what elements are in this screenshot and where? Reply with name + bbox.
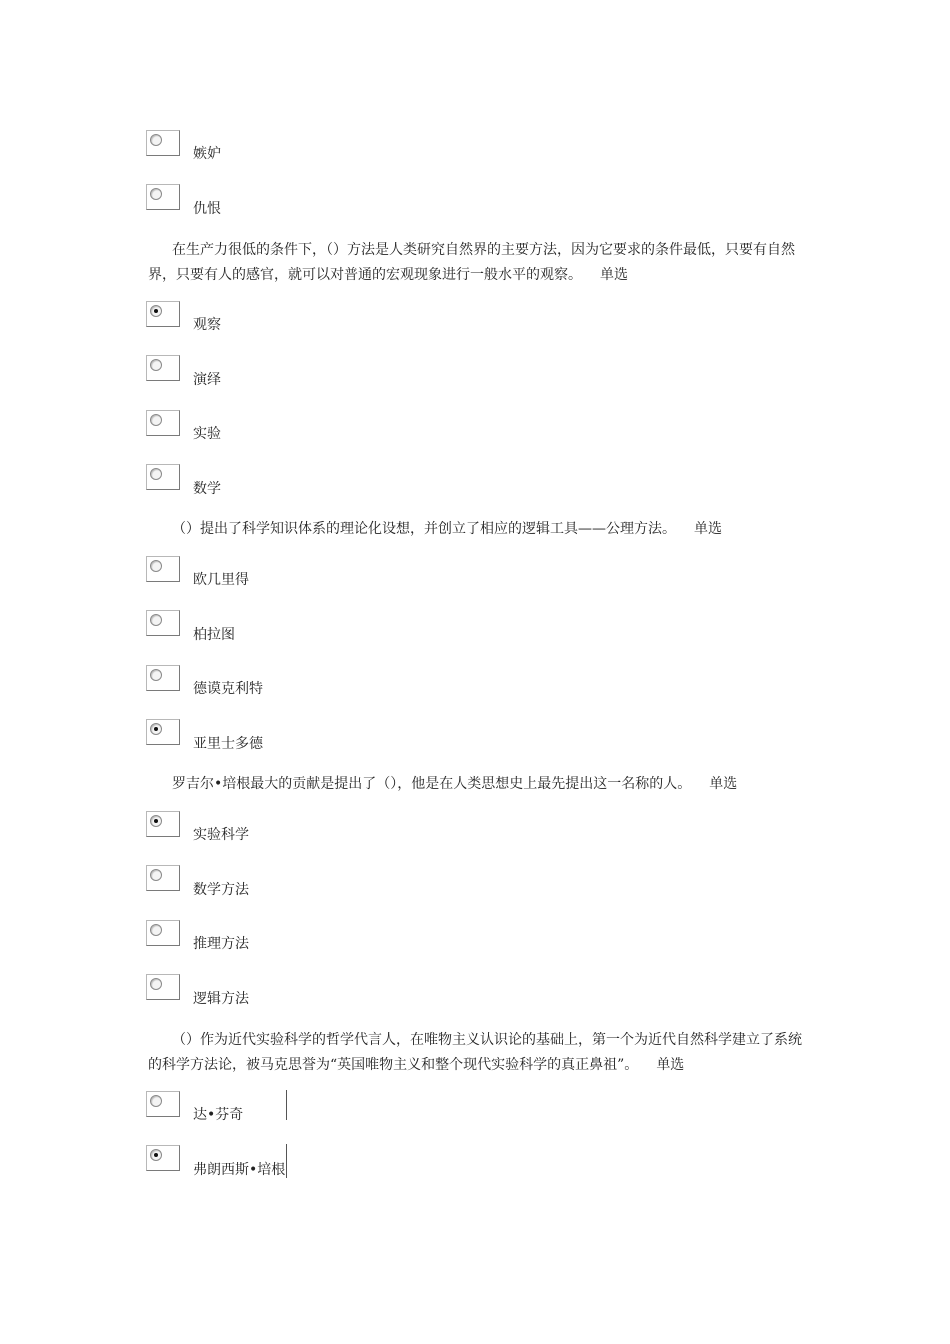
table-cell-border <box>286 1090 287 1120</box>
option-label: 数学方法 <box>193 882 249 898</box>
table-cell-border <box>286 1144 287 1178</box>
radio-button[interactable] <box>150 560 162 572</box>
option-radio-box[interactable] <box>146 974 180 1000</box>
question-3 <box>148 772 810 797</box>
option-label: 实验科学 <box>193 827 249 843</box>
radio-button[interactable] <box>150 468 162 480</box>
option-label: 德谟克利特 <box>193 681 263 697</box>
radio-button[interactable] <box>150 924 162 936</box>
radio-button[interactable] <box>150 188 162 200</box>
radio-button[interactable] <box>150 134 162 146</box>
question-4 <box>148 1028 810 1078</box>
option-radio-box[interactable] <box>146 184 180 210</box>
option-label: 数学 <box>193 481 221 497</box>
option-radio-box[interactable] <box>146 130 180 156</box>
radio-button[interactable] <box>150 614 162 626</box>
option-radio-box[interactable] <box>146 719 180 745</box>
radio-button-checked[interactable] <box>150 723 162 735</box>
option-label: 逻辑方法 <box>193 991 249 1007</box>
option-radio-box[interactable] <box>146 301 180 327</box>
radio-button[interactable] <box>150 359 162 371</box>
radio-button[interactable] <box>150 669 162 681</box>
option-label: 实验 <box>193 426 221 442</box>
option-radio-box[interactable] <box>146 410 180 436</box>
option-label: 柏拉图 <box>193 627 235 643</box>
option-radio-box[interactable] <box>146 920 180 946</box>
option-radio-box[interactable] <box>146 355 180 381</box>
question-text: 罗吉尔•培根最大的贡献是提出了（），他是在人类思想史上最先提出这一名称的人。 <box>172 776 692 792</box>
option-label: 欧几里得 <box>193 572 249 588</box>
option-label: 弗朗西斯•培根 <box>193 1162 286 1178</box>
option-label: 演绎 <box>193 372 221 388</box>
option-radio-box[interactable] <box>146 811 180 837</box>
question-text: （）提出了科学知识体系的理论化设想，并创立了相应的逻辑工具——公理方法。 <box>172 521 676 537</box>
question-2 <box>148 517 810 542</box>
radio-button[interactable] <box>150 1095 162 1107</box>
option-radio-box[interactable] <box>146 865 180 891</box>
question-text: 在生产力很低的条件下，（）方法是人类研究自然界的主要方法，因为它要求的条件最低，只要有自然界，只要有人的感官，就可以对普通的宏观现象进行一般水平的观察。 <box>148 242 795 283</box>
question-1 <box>148 238 810 288</box>
option-label: 观察 <box>193 317 221 333</box>
option-radio-box[interactable] <box>146 1145 180 1171</box>
radio-button-checked[interactable] <box>150 305 162 317</box>
option-radio-box[interactable] <box>146 556 180 582</box>
question-type: 单选 <box>709 776 738 792</box>
option-radio-box[interactable] <box>146 464 180 490</box>
radio-button[interactable] <box>150 414 162 426</box>
option-label: 仇恨 <box>193 201 221 217</box>
question-type: 单选 <box>600 267 628 283</box>
option-label: 嫉妒 <box>193 146 221 162</box>
question-type: 单选 <box>656 1057 685 1073</box>
radio-button[interactable] <box>150 869 162 881</box>
radio-button-checked[interactable] <box>150 815 162 827</box>
radio-button-checked[interactable] <box>150 1149 162 1161</box>
radio-button[interactable] <box>150 978 162 990</box>
option-radio-box[interactable] <box>146 610 180 636</box>
question-type: 单选 <box>694 521 722 537</box>
option-radio-box[interactable] <box>146 665 180 691</box>
option-label: 达•芬奇 <box>193 1107 244 1123</box>
option-label: 亚里士多德 <box>193 736 263 752</box>
option-label: 推理方法 <box>193 936 249 952</box>
question-text: （）作为近代实验科学的哲学代言人，在唯物主义认识论的基础上，第一个为近代自然科学建立了系统的科学方法论，被马克思誉为“英国唯物主义和整个现代实验科学的真正鼻祖”。 <box>148 1032 802 1073</box>
option-radio-box[interactable] <box>146 1091 180 1117</box>
